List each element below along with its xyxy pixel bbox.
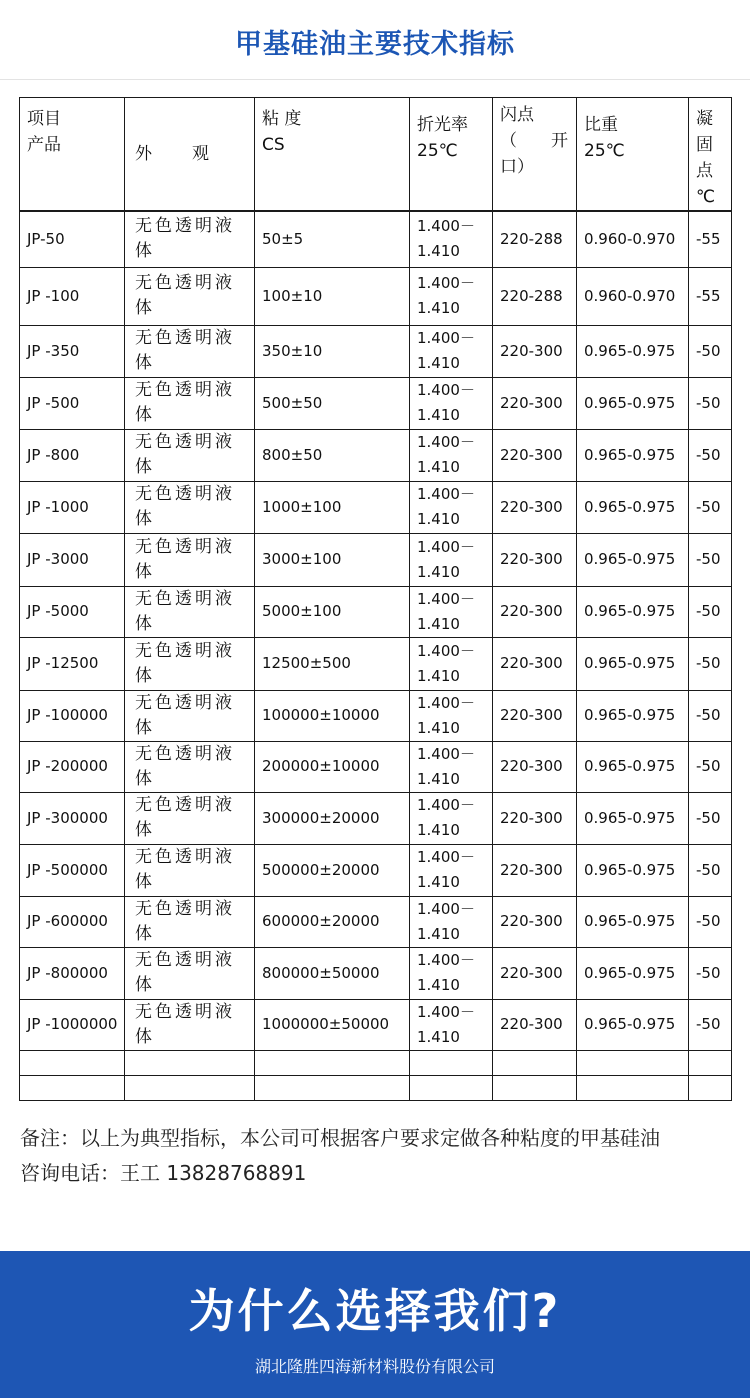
empty-cell	[689, 1050, 732, 1075]
cell-flash: 220-300	[493, 896, 577, 947]
empty-cell	[255, 1050, 410, 1075]
table-header	[20, 98, 732, 212]
cell-flash: 220-300	[493, 947, 577, 999]
cell-flash: 220-288	[493, 211, 577, 267]
cell-product: JP -500000	[20, 844, 125, 896]
header-flash-line: 口）	[500, 157, 534, 177]
cell-gravity: 0.960-0.970	[577, 211, 689, 267]
cell-flash: 220-300	[493, 377, 577, 429]
header-flash	[493, 98, 577, 212]
cell-viscosity: 100±10	[255, 267, 410, 325]
cell-viscosity: 500000±20000	[255, 844, 410, 896]
cell-viscosity: 350±10	[255, 325, 410, 377]
header-refractive	[410, 98, 493, 212]
cell-product: JP -3000	[20, 533, 125, 586]
cell-viscosity: 200000±10000	[255, 741, 410, 792]
cell-gravity: 0.965-0.975	[577, 947, 689, 999]
cell-appearance: 无色透明液体	[125, 947, 255, 999]
cell-gravity: 0.965-0.975	[577, 896, 689, 947]
header-viscosity	[255, 98, 410, 212]
cell-appearance: 无色透明液体	[125, 999, 255, 1050]
cell-product: JP -350	[20, 325, 125, 377]
table-row	[20, 429, 732, 481]
cell-refractive: 1.400－1.410	[410, 325, 493, 377]
cell-flash: 220-300	[493, 792, 577, 844]
header-viscosity-line: 粘 度	[262, 109, 302, 129]
header-gravity	[577, 98, 689, 212]
cell-appearance: 无色透明液体	[125, 844, 255, 896]
table-row	[20, 947, 732, 999]
cell-viscosity: 100000±10000	[255, 690, 410, 741]
cell-appearance: 无色透明液体	[125, 792, 255, 844]
cell-refractive: 1.400－1.410	[410, 267, 493, 325]
header-refractive-line: 折光率	[417, 115, 468, 135]
remark-note: 备注：以上为典型指标，本公司可根据客户要求定做各种粘度的甲基硅油	[20, 1126, 660, 1150]
cell-product: JP -1000	[20, 481, 125, 533]
cell-product: JP -500	[20, 377, 125, 429]
empty-cell	[410, 1050, 493, 1075]
empty-cell	[20, 1050, 125, 1075]
empty-cell	[125, 1050, 255, 1075]
empty-cell	[689, 1075, 732, 1100]
cell-flash: 220-300	[493, 429, 577, 481]
cell-pour: -50	[689, 377, 732, 429]
table-row	[20, 533, 732, 586]
empty-cell	[493, 1075, 577, 1100]
cell-pour: -50	[689, 586, 732, 637]
cell-pour: -50	[689, 690, 732, 741]
cell-product: JP -800000	[20, 947, 125, 999]
cell-pour: -50	[689, 947, 732, 999]
cell-appearance: 无色透明液体	[125, 637, 255, 690]
cell-viscosity: 300000±20000	[255, 792, 410, 844]
cell-viscosity: 800000±50000	[255, 947, 410, 999]
cell-gravity: 0.965-0.975	[577, 741, 689, 792]
table-row	[20, 325, 732, 377]
header-flash-line: （ 开	[500, 131, 568, 151]
cell-gravity: 0.965-0.975	[577, 792, 689, 844]
cell-appearance: 无色透明液体	[125, 586, 255, 637]
empty-cell	[255, 1075, 410, 1100]
cell-gravity: 0.965-0.975	[577, 325, 689, 377]
cell-flash: 220-300	[493, 325, 577, 377]
cell-flash: 220-300	[493, 690, 577, 741]
cell-product: JP -200000	[20, 741, 125, 792]
cell-product: JP -100	[20, 267, 125, 325]
cell-appearance: 无色透明液体	[125, 325, 255, 377]
table-row	[20, 741, 732, 792]
cell-appearance: 无色透明液体	[125, 267, 255, 325]
cell-pour: -50	[689, 844, 732, 896]
cell-gravity: 0.960-0.970	[577, 267, 689, 325]
cell-appearance: 无色透明液体	[125, 481, 255, 533]
cell-product: JP -800	[20, 429, 125, 481]
table-row	[20, 481, 732, 533]
header-product-line: 项目	[27, 109, 61, 129]
cell-refractive: 1.400－1.410	[410, 377, 493, 429]
cell-product: JP-50	[20, 211, 125, 267]
cell-pour: -50	[689, 481, 732, 533]
header-pour	[689, 98, 732, 212]
cell-appearance: 无色透明液体	[125, 896, 255, 947]
cell-product: JP -12500	[20, 637, 125, 690]
cell-appearance: 无色透明液体	[125, 377, 255, 429]
cell-gravity: 0.965-0.975	[577, 999, 689, 1050]
cell-refractive: 1.400－1.410	[410, 637, 493, 690]
cell-refractive: 1.400－1.410	[410, 690, 493, 741]
cell-pour: -55	[689, 211, 732, 267]
empty-row	[20, 1050, 732, 1075]
cell-flash: 220-300	[493, 637, 577, 690]
cell-refractive: 1.400－1.410	[410, 429, 493, 481]
banner-title: 为什么选择我们?	[188, 1284, 562, 1338]
cell-pour: -50	[689, 429, 732, 481]
cell-viscosity: 50±5	[255, 211, 410, 267]
cell-flash: 220-288	[493, 267, 577, 325]
cell-flash: 220-300	[493, 481, 577, 533]
cell-gravity: 0.965-0.975	[577, 377, 689, 429]
cell-refractive: 1.400－1.410	[410, 586, 493, 637]
cell-pour: -50	[689, 896, 732, 947]
page-title: 甲基硅油主要技术指标	[235, 29, 515, 60]
cell-refractive: 1.400－1.410	[410, 999, 493, 1050]
cell-gravity: 0.965-0.975	[577, 586, 689, 637]
header-pour-line: ℃	[696, 187, 716, 207]
cell-product: JP -600000	[20, 896, 125, 947]
cell-gravity: 0.965-0.975	[577, 690, 689, 741]
cell-appearance: 无色透明液体	[125, 211, 255, 267]
cell-appearance: 无色透明液体	[125, 690, 255, 741]
cell-refractive: 1.400－1.410	[410, 481, 493, 533]
empty-cell	[410, 1075, 493, 1100]
table-row	[20, 211, 732, 267]
cell-refractive: 1.400－1.410	[410, 533, 493, 586]
cell-pour: -50	[689, 741, 732, 792]
empty-cell	[577, 1050, 689, 1075]
empty-cell	[493, 1050, 577, 1075]
cell-viscosity: 1000±100	[255, 481, 410, 533]
header-pour-line: 点	[696, 161, 713, 181]
table-row	[20, 377, 732, 429]
cell-pour: -50	[689, 325, 732, 377]
cell-flash: 220-300	[493, 999, 577, 1050]
cell-refractive: 1.400－1.410	[410, 896, 493, 947]
cell-pour: -50	[689, 533, 732, 586]
cell-pour: -50	[689, 999, 732, 1050]
table-row	[20, 267, 732, 325]
header-viscosity-line: CS	[262, 135, 285, 155]
cell-gravity: 0.965-0.975	[577, 533, 689, 586]
empty-cell	[20, 1075, 125, 1100]
cell-pour: -55	[689, 267, 732, 325]
header-gravity-line: 25℃	[584, 141, 625, 161]
cell-flash: 220-300	[493, 741, 577, 792]
cell-viscosity: 1000000±50000	[255, 999, 410, 1050]
header-refractive-line: 25℃	[417, 141, 458, 161]
cell-product: JP -5000	[20, 586, 125, 637]
cell-viscosity: 12500±500	[255, 637, 410, 690]
cell-refractive: 1.400－1.410	[410, 211, 493, 267]
empty-cell	[577, 1075, 689, 1100]
header-flash-line: 闪点	[500, 105, 534, 125]
cell-flash: 220-300	[493, 586, 577, 637]
table-row	[20, 896, 732, 947]
spec-table	[19, 97, 732, 1101]
header-product-line: 产品	[27, 135, 61, 155]
title-divider	[0, 79, 750, 80]
cell-gravity: 0.965-0.975	[577, 481, 689, 533]
cell-flash: 220-300	[493, 844, 577, 896]
header-product	[20, 98, 125, 212]
cell-viscosity: 5000±100	[255, 586, 410, 637]
table-row	[20, 844, 732, 896]
cell-viscosity: 800±50	[255, 429, 410, 481]
cell-pour: -50	[689, 637, 732, 690]
cell-refractive: 1.400－1.410	[410, 792, 493, 844]
cell-product: JP -1000000	[20, 999, 125, 1050]
empty-row	[20, 1075, 732, 1100]
cell-refractive: 1.400－1.410	[410, 741, 493, 792]
cell-flash: 220-300	[493, 533, 577, 586]
table-row	[20, 586, 732, 637]
cell-viscosity: 500±50	[255, 377, 410, 429]
header-pour-line: 固	[696, 135, 713, 155]
header-pour-line: 凝	[696, 109, 713, 129]
header-gravity-line: 比重	[584, 115, 618, 135]
empty-cell	[125, 1075, 255, 1100]
cell-appearance: 无色透明液体	[125, 741, 255, 792]
table-row	[20, 792, 732, 844]
table-row	[20, 999, 732, 1050]
cell-gravity: 0.965-0.975	[577, 844, 689, 896]
company-name: 湖北隆胜四海新材料股份有限公司	[254, 1357, 495, 1376]
table-body	[20, 211, 732, 1100]
cell-refractive: 1.400－1.410	[410, 947, 493, 999]
table-row	[20, 637, 732, 690]
cell-appearance: 无色透明液体	[125, 533, 255, 586]
cell-viscosity: 3000±100	[255, 533, 410, 586]
promo-banner	[0, 1251, 750, 1398]
cell-gravity: 0.965-0.975	[577, 429, 689, 481]
header-appearance: 外 观	[125, 98, 255, 212]
cell-refractive: 1.400－1.410	[410, 844, 493, 896]
cell-viscosity: 600000±20000	[255, 896, 410, 947]
cell-appearance: 无色透明液体	[125, 429, 255, 481]
table-row	[20, 690, 732, 741]
cell-product: JP -300000	[20, 792, 125, 844]
contact-note: 咨询电话：王工 13828768891	[20, 1161, 307, 1185]
cell-pour: -50	[689, 792, 732, 844]
cell-product: JP -100000	[20, 690, 125, 741]
cell-gravity: 0.965-0.975	[577, 637, 689, 690]
